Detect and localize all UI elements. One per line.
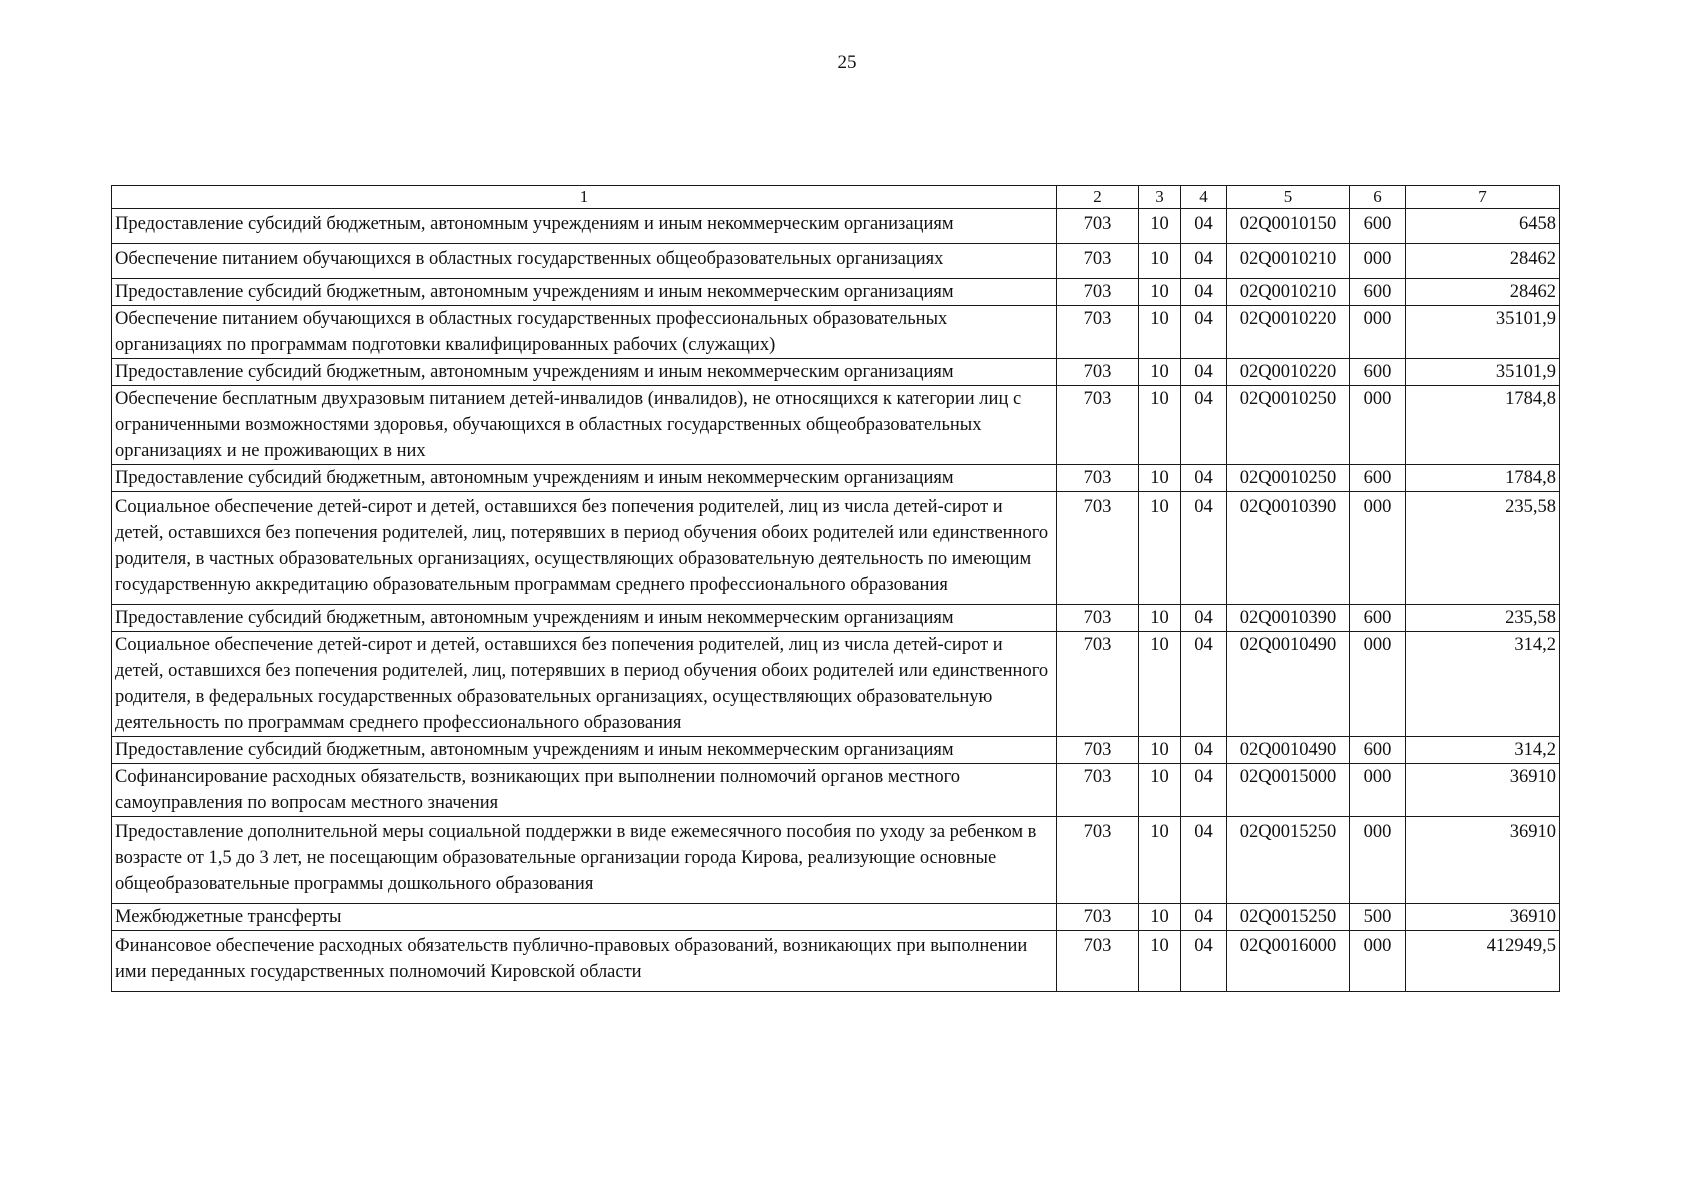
table-row [112,465,1560,492]
subsection-code: 10 [1139,465,1181,492]
expense-name: Предоставление субсидий бюджетным, автономным учреждениям и иным некоммерческим организациям [112,359,1057,386]
subsection-code: 10 [1139,492,1181,605]
section-code: 703 [1057,306,1139,359]
item-code: 04 [1181,209,1227,244]
amount: 35101,9 [1406,359,1560,386]
section-code: 703 [1057,359,1139,386]
expense-name: Предоставление субсидий бюджетным, автономным учреждениям и иным некоммерческим организациям [112,737,1057,764]
subsection-code: 10 [1139,279,1181,306]
item-code: 04 [1181,632,1227,737]
item-code: 04 [1181,492,1227,605]
target-article-code: 02Q0010390 [1227,492,1350,605]
column-header: 1 [112,186,1057,209]
amount: 235,58 [1406,492,1560,605]
table-row [112,931,1560,992]
target-article-code: 02Q0010150 [1227,209,1350,244]
target-article-code: 02Q0015250 [1227,904,1350,931]
page-number: 25 [837,52,857,73]
table-row [112,737,1560,764]
expense-type-code: 000 [1350,386,1406,465]
amount: 36910 [1406,764,1560,817]
expense-type-code: 000 [1350,244,1406,279]
target-article-code: 02Q0010210 [1227,244,1350,279]
section-code: 703 [1057,632,1139,737]
subsection-code: 10 [1139,359,1181,386]
amount: 1784,8 [1406,386,1560,465]
expense-name: Предоставление субсидий бюджетным, автономным учреждениям и иным некоммерческим организациям [112,605,1057,632]
expense-name: Межбюджетные трансферты [112,904,1057,931]
amount: 36910 [1406,817,1560,904]
expense-name: Обеспечение питанием обучающихся в областных государственных профессиональных образовательных организациях по программам подготовки квалифицированных рабочих (служащих) [112,306,1057,359]
section-code: 703 [1057,931,1139,992]
subsection-code: 10 [1139,386,1181,465]
item-code: 04 [1181,244,1227,279]
item-code: 04 [1181,737,1227,764]
section-code: 703 [1057,605,1139,632]
subsection-code: 10 [1139,605,1181,632]
subsection-code: 10 [1139,931,1181,992]
amount: 28462 [1406,279,1560,306]
target-article-code: 02Q0015000 [1227,764,1350,817]
table-row [112,386,1560,465]
subsection-code: 10 [1139,209,1181,244]
budget-table [111,185,1560,992]
amount: 314,2 [1406,737,1560,764]
expense-type-code: 000 [1350,931,1406,992]
expense-type-code: 600 [1350,279,1406,306]
table-row [112,764,1560,817]
section-code: 703 [1057,244,1139,279]
amount: 35101,9 [1406,306,1560,359]
expense-type-code: 600 [1350,737,1406,764]
item-code: 04 [1181,386,1227,465]
item-code: 04 [1181,306,1227,359]
amount: 235,58 [1406,605,1560,632]
expense-type-code: 600 [1350,209,1406,244]
expense-name: Обеспечение бесплатным двухразовым питанием детей-инвалидов (инвалидов), не относящихся к категории лиц с ограниченными возможностями здоровья, обучающихся в областных государственных общеобразовательных организациях и не проживающих в них [112,386,1057,465]
expense-name: Предоставление субсидий бюджетным, автономным учреждениям и иным некоммерческим организациям [112,279,1057,306]
table-row [112,817,1560,904]
expense-name: Социальное обеспечение детей-сирот и детей, оставшихся без попечения родителей, лиц из числа детей-сирот и детей, оставшихся без попечения родителей, лиц, потерявших в период обучения обоих родителей или единственного родителя, в частных образовательных организациях, осуществляющих образовательную деятельность по имеющим государственную аккредитацию образовательным программам среднего профессионального образования [112,492,1057,605]
table-row [112,492,1560,605]
expense-type-code: 000 [1350,764,1406,817]
target-article-code: 02Q0010490 [1227,632,1350,737]
amount: 28462 [1406,244,1560,279]
expense-type-code: 000 [1350,632,1406,737]
target-article-code: 02Q0010210 [1227,279,1350,306]
item-code: 04 [1181,764,1227,817]
subsection-code: 10 [1139,737,1181,764]
subsection-code: 10 [1139,632,1181,737]
expense-name: Предоставление субсидий бюджетным, автономным учреждениям и иным некоммерческим организациям [112,465,1057,492]
section-code: 703 [1057,492,1139,605]
item-code: 04 [1181,359,1227,386]
table-row [112,632,1560,737]
column-header: 6 [1350,186,1406,209]
item-code: 04 [1181,904,1227,931]
table-row [112,306,1560,359]
section-code: 703 [1057,279,1139,306]
expense-type-code: 000 [1350,306,1406,359]
expense-name: Финансовое обеспечение расходных обязательств публично-правовых образований, возникающих при выполнении ими переданных государственных полномочий Кировской области [112,931,1057,992]
expense-type-code: 600 [1350,465,1406,492]
column-header: 4 [1181,186,1227,209]
table-row [112,279,1560,306]
expense-name: Софинансирование расходных обязательств, возникающих при выполнении полномочий органов местного самоуправления по вопросам местного значения [112,764,1057,817]
amount: 412949,5 [1406,931,1560,992]
expense-type-code: 600 [1350,605,1406,632]
subsection-code: 10 [1139,764,1181,817]
section-code: 703 [1057,764,1139,817]
header-row [112,186,1560,209]
item-code: 04 [1181,931,1227,992]
item-code: 04 [1181,279,1227,306]
column-header: 2 [1057,186,1139,209]
target-article-code: 02Q0010220 [1227,359,1350,386]
expense-type-code: 600 [1350,359,1406,386]
amount: 36910 [1406,904,1560,931]
expense-name: Предоставление субсидий бюджетным, автономным учреждениям и иным некоммерческим организациям [112,209,1057,244]
expense-type-code: 000 [1350,817,1406,904]
subsection-code: 10 [1139,306,1181,359]
target-article-code: 02Q0010250 [1227,465,1350,492]
column-header: 7 [1406,186,1560,209]
expense-type-code: 000 [1350,492,1406,605]
target-article-code: 02Q0015250 [1227,817,1350,904]
expense-name: Обеспечение питанием обучающихся в областных государственных общеобразовательных организациях [112,244,1057,279]
section-code: 703 [1057,817,1139,904]
target-article-code: 02Q0010220 [1227,306,1350,359]
amount: 314,2 [1406,632,1560,737]
expense-name: Социальное обеспечение детей-сирот и детей, оставшихся без попечения родителей, лиц из числа детей-сирот и детей, оставшихся без попечения родителей, лиц, потерявших в период обучения обоих родителей или единственного родителя, в федеральных государственных образовательных организациях, осуществляющих образовательную деятельность по программам среднего профессионального образования [112,632,1057,737]
section-code: 703 [1057,904,1139,931]
subsection-code: 10 [1139,244,1181,279]
section-code: 703 [1057,386,1139,465]
table-row [112,359,1560,386]
expense-type-code: 500 [1350,904,1406,931]
subsection-code: 10 [1139,904,1181,931]
section-code: 703 [1057,465,1139,492]
table-row [112,209,1560,244]
table-row [112,244,1560,279]
target-article-code: 02Q0010490 [1227,737,1350,764]
amount: 1784,8 [1406,465,1560,492]
table-row [112,605,1560,632]
section-code: 703 [1057,209,1139,244]
target-article-code: 02Q0010250 [1227,386,1350,465]
expense-name: Предоставление дополнительной меры социальной поддержки в виде ежемесячного пособия по уходу за ребенком в возрасте от 1,5 до 3 лет, не посещающим образовательные организации города Кирова, реализующие основные общеобразовательные программы дошкольного образования [112,817,1057,904]
amount: 6458 [1406,209,1560,244]
column-header: 3 [1139,186,1181,209]
subsection-code: 10 [1139,817,1181,904]
column-header: 5 [1227,186,1350,209]
target-article-code: 02Q0010390 [1227,605,1350,632]
table-row [112,904,1560,931]
item-code: 04 [1181,465,1227,492]
target-article-code: 02Q0016000 [1227,931,1350,992]
section-code: 703 [1057,737,1139,764]
item-code: 04 [1181,817,1227,904]
item-code: 04 [1181,605,1227,632]
